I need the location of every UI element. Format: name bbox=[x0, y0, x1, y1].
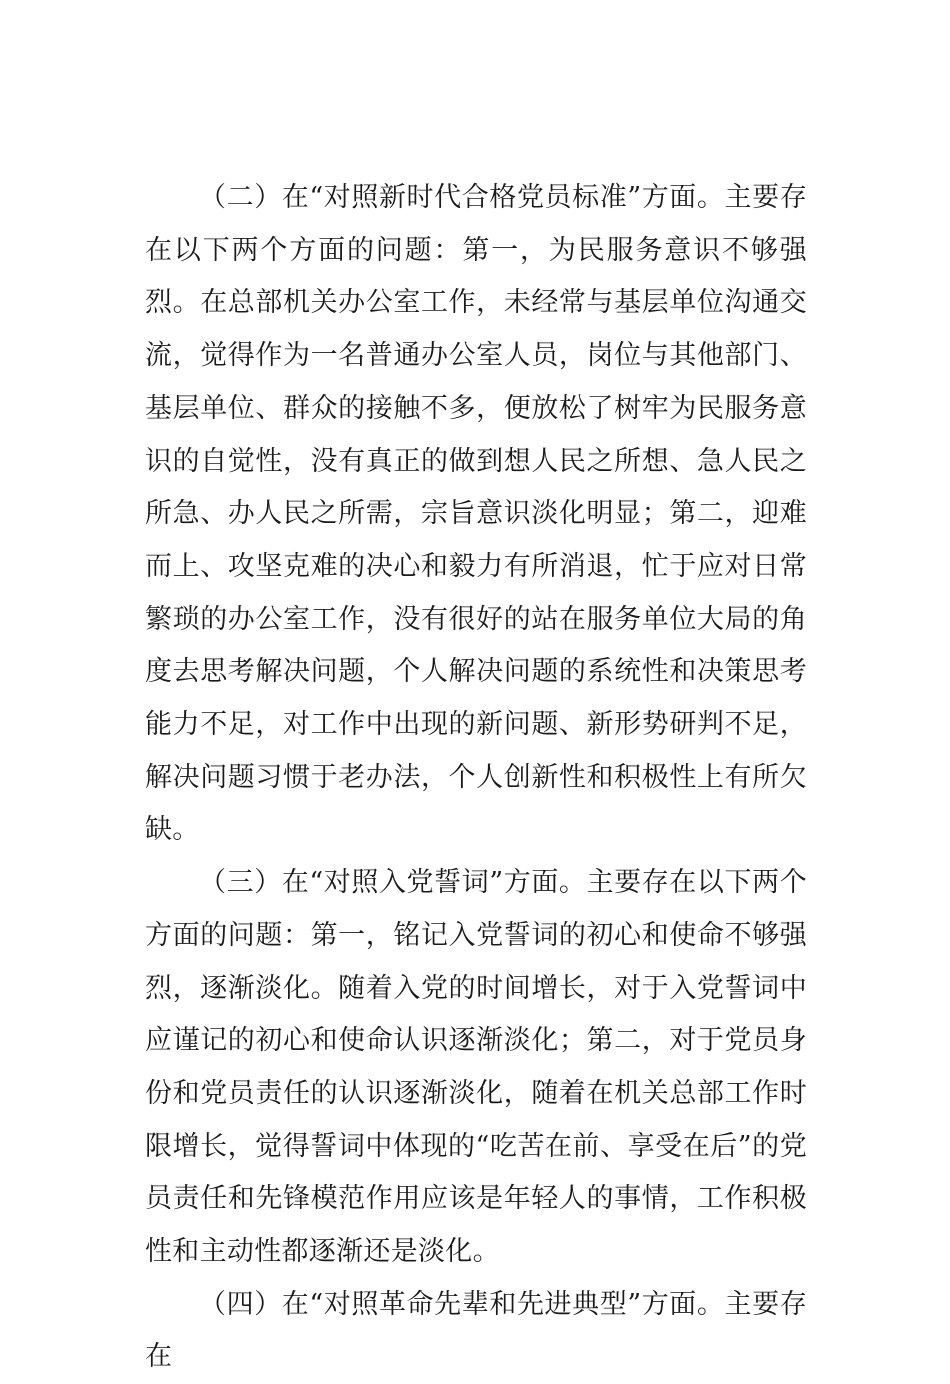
paragraph-section-2: （二）在“对照新时代合格党员标准”方面。主要存在以下两个方面的问题：第一，为民服务意识不够强烈。在总部机关办公室工作，未经常与基层单位沟通交流，觉得作为一名普通办公室人员，岗位与其他部门、基层单位、群众的接触不多，便放松了树牢为民服务意识的自觉性，没有真正的做到想人民之所想、急人民之所急、办人民之所需，宗旨意识淡化明显；第二，迎难而上、攻坚克难的决心和毅力有所消退，忙于应对日常繁琐的办公室工作，没有很好的站在服务单位大局的角度去思考解决问题，个人解决问题的系统性和决策思考能力不足，对工作中出现的新问题、新形势研判不足，解决问题习惯于老办法，个人创新性和积极性上有所欠缺。 bbox=[145, 182, 807, 846]
paragraph-section-3: （三）在“对照入党誓词”方面。主要存在以下两个方面的问题：第一，铭记入党誓词的初心和使命不够强烈，逐渐淡化。随着入党的时间增长，对于入党誓词中应谨记的初心和使命认识逐渐淡化；第二，对于党员身份和党员责任的认识逐渐淡化，随着在机关总部工作时限增长，觉得誓词中体现的“吃苦在前、享受在后”的党员责任和先锋模范作用应该是年轻人的事情，工作积极性和主动性都逐渐还是淡化。 bbox=[145, 867, 807, 1268]
document-body bbox=[145, 172, 807, 1384]
paragraph-section-4: （四）在“对照革命先辈和先进典型”方面。主要存在 bbox=[145, 1288, 807, 1373]
